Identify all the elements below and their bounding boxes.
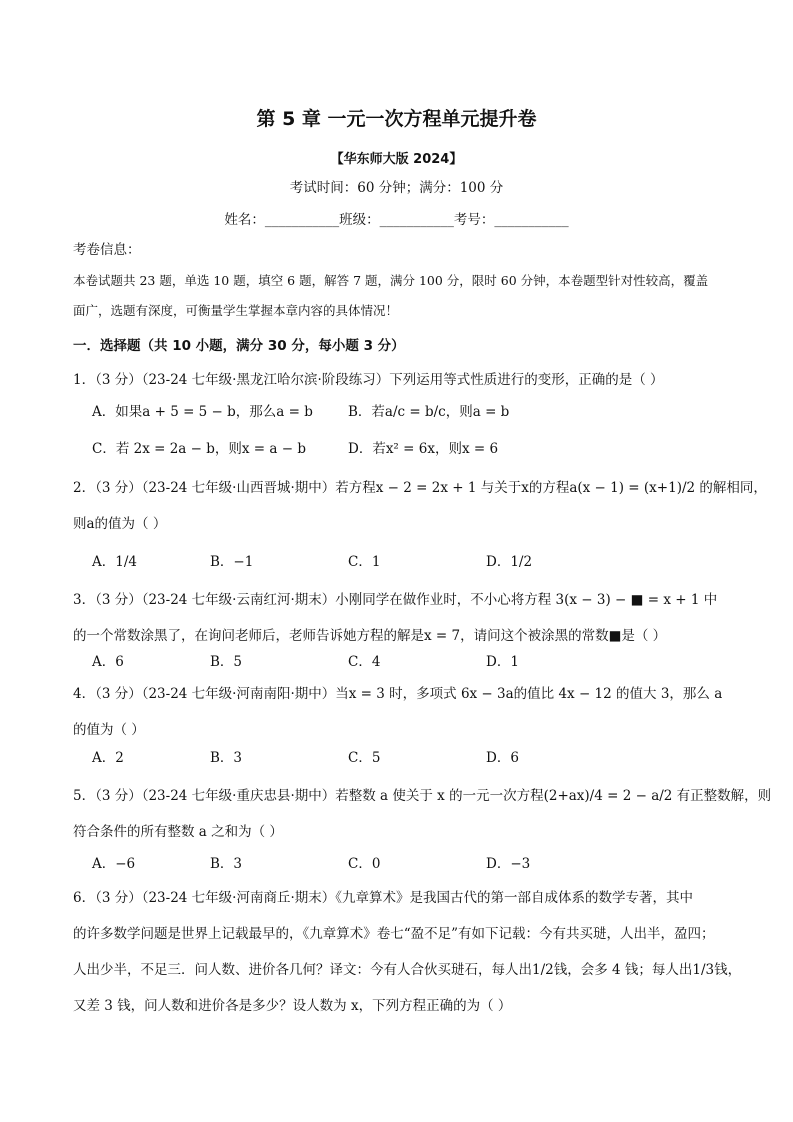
- question-6-text-2: 的许多数学问题是世界上记载最早的，《九章算术》卷七“盈不足”有如下记载：今有共买琎，人出半，盈四；: [73, 926, 715, 942]
- option-c: C．5: [348, 750, 381, 766]
- section-title: 一．选择题（共 10 小题，满分 30 分，每小题 3 分）: [73, 338, 405, 354]
- question-4: [73, 676, 723, 748]
- exam-info-line-2: 面广，选题有深度，可衡量学生掌握本章内容的具体情况！: [73, 303, 399, 318]
- question-2: [73, 470, 767, 542]
- question-6-text-4: 又差 3 钱，问人数和进价各是多少？设人数为 x，下列方程正确的为（ ）: [73, 998, 512, 1014]
- question-3-text-2: 的一个常数涂黑了，在询问老师后，老师告诉她方程的解是x = 7，请问这个被涂黑的常数■是（ ）: [73, 628, 667, 644]
- option-d: D．1/2: [486, 554, 533, 570]
- question-6-text-3: 人出少半，不足三．问人数、进价各几何？译文：今有人合伙买琎石，每人出1/2钱，会多 4 钱；每人出1/3钱，: [73, 962, 742, 978]
- option-d: D．若x² = 6x，则x = 6: [348, 441, 499, 457]
- question-5-text-1: 5．（3 分）（23-24 七年级·重庆忠县·期中）若整数 a 使关于 x 的一元一次方程(2+ax)/4 = 2 − a/2 有正整数解，则: [73, 788, 772, 804]
- exam-info-line-1: 本卷试题共 23 题，单选 10 题，填空 6 题，解答 7 题，满分 100 分，限时 60 分钟，本卷题型针对性较高，覆盖: [73, 273, 709, 288]
- question-5: [73, 778, 772, 850]
- question-3-options: [92, 650, 722, 674]
- question-2-options: [92, 550, 722, 574]
- question-2-text-2: 则a的值为（ ）: [73, 516, 167, 532]
- option-b: B．5: [210, 654, 243, 670]
- option-a: A．1/4: [92, 554, 137, 570]
- question-3: [73, 582, 723, 654]
- question-6: [73, 880, 742, 1024]
- question-5-options: [92, 852, 722, 876]
- option-a: A．6: [92, 654, 124, 670]
- option-b: B．3: [210, 750, 243, 766]
- question-1-text: 1．（3 分）（23-24 七年级·黑龙江哈尔滨·阶段练习）下列运用等式性质进行的变形，正确的是（ ）: [73, 372, 664, 388]
- option-d: D．−3: [486, 856, 531, 872]
- option-a: A．2: [92, 750, 124, 766]
- option-c: C．若 2x = 2a − b，则x = a − b: [92, 441, 306, 457]
- student-info-line: 姓名：___________班级：___________考号：___________: [224, 212, 569, 228]
- option-a: A．如果a + 5 = 5 − b，那么a = b: [92, 404, 313, 420]
- page-title: 第 5 章 一元一次方程单元提升卷: [256, 108, 537, 130]
- question-4-options: [92, 746, 722, 770]
- option-b: B．3: [210, 856, 243, 872]
- exam-time: 考试时间：60 分钟；满分：100 分: [289, 180, 504, 196]
- question-6-text-1: 6．（3 分）（23-24 七年级·河南商丘·期末）《九章算术》是我国古代的第一部自成体系的数学专著，其中: [73, 890, 694, 906]
- question-1-options: [92, 400, 722, 424]
- option-c: C．1: [348, 554, 381, 570]
- option-b: B．若a/c = b/c，则a = b: [348, 404, 510, 420]
- question-3-text-1: 3．（3 分）（23-24 七年级·云南红河·期末）小刚同学在做作业时，不小心将方程 3(x − 3) − ■ = x + 1 中: [73, 592, 718, 608]
- page-subtitle: 【华东师大版 2024】: [330, 152, 463, 167]
- exam-info-heading: 考卷信息：: [73, 242, 141, 258]
- option-b: B．−1: [210, 554, 254, 570]
- option-a: A．−6: [92, 856, 136, 872]
- question-4-text-2: 的值为（ ）: [73, 722, 145, 738]
- question-2-text-1: 2．（3 分）（23-24 七年级·山西晋城·期中）若方程x − 2 = 2x + 1 与关于x的方程a(x − 1) = (x+1)/2 的解相同，: [73, 480, 767, 496]
- option-c: C．0: [348, 856, 381, 872]
- option-d: D．6: [486, 750, 519, 766]
- question-1-options-2: [92, 437, 722, 461]
- option-d: D．1: [486, 654, 519, 670]
- question-5-text-2: 符合条件的所有整数 a 之和为（ ）: [73, 824, 283, 840]
- question-4-text-1: 4．（3 分）（23-24 七年级·河南南阳·期中）当x = 3 时，多项式 6x − 3a的值比 4x − 12 的值大 3，那么 a: [73, 686, 723, 702]
- question-1: [73, 362, 723, 398]
- option-c: C．4: [348, 654, 381, 670]
